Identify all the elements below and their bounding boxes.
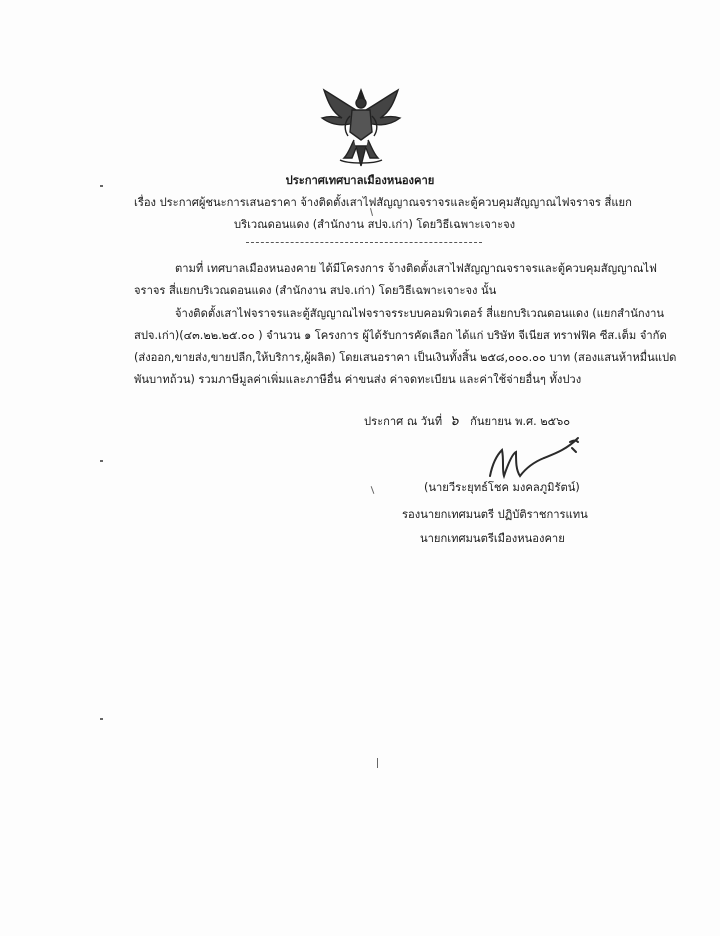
scan-speck (100, 185, 103, 187)
signatory-name: (นายวีระยุทธ์โชค มงคลภูมิรัตน์) (424, 481, 580, 494)
document-title: ประกาศเทศบาลเมืองหนองคาย (285, 174, 435, 187)
paragraph-2-line-4: พันบาทถ้วน) รวมภาษีมูลค่าเพิ่มและภาษีอื่น ค่าขนส่ง ค่าจดทะเบียน และค่าใช้จ่ายอื่นๆ ทั้งปวง (134, 373, 582, 386)
paragraph-1-line-2: จราจร สี่แยกบริเวณดอนแดง (สำนักงาน สปจ.เก่า) โดยวิธีเฉพาะเจาะจง นั้น (134, 284, 497, 297)
dateline-prefix: ประกาศ ณ วันที่ (364, 415, 443, 428)
scan-speck (100, 460, 103, 462)
subject-line-2: บริเวณดอนแดง (สำนักงาน สปจ.เก่า) โดยวิธีเฉพาะเจาะจง (234, 218, 516, 231)
signatory-position-1: รองนายกเทศมนตรี ปฏิบัติราชการแทน (402, 508, 588, 521)
paragraph-2-line-1: จ้างติดตั้งเสาไฟจราจรและตู้สัญญาณไฟจราจรระบบคอมพิวเตอร์ สี่แยกบริเวณดอนแดง (แยกสำนักงาน (175, 307, 665, 320)
garuda-emblem-icon (318, 86, 404, 168)
header-divider (246, 242, 482, 243)
scan-speck (100, 718, 103, 720)
handwritten-signature-icon (482, 432, 582, 480)
paragraph-1-line-1: ตามที่ เทศบาลเมืองหนองคาย ได้มีโครงการ จ้างติดตั้งเสาไฟสัญญาณจราจรและตู้ควบคุมสัญญาณไฟ (175, 262, 657, 275)
signatory-position-2: นายกเทศมนตรีเมืองหนองคาย (420, 532, 565, 545)
subject-line-1: เรื่อง ประกาศผู้ชนะการเสนอราคา จ้างติดตั้งเสาไฟสัญญาณจราจรและตู้ควบคุมสัญญาณไฟจราจร สี่แยก (134, 196, 632, 209)
dateline-day: ๖ (449, 413, 459, 429)
scan-speck (371, 486, 375, 494)
paragraph-2-line-3: (ส่งออก,ขายส่ง,ขายปลีก,ให้บริการ,ผู้ผลิต) โดยเสนอราคา เป็นเงินทั้งสิ้น ๒๕๘,๐๐๐.๐๐ บาท (สองแสนห้าหมื่นแปด (134, 351, 677, 364)
paragraph-2-line-2: สปจ.เก่า)(๔๓.๒๒.๒๕.๐๐ ) จำนวน ๑ โครงการ ผู้ได้รับการคัดเลือก ได้แก่ บริษัท จีเนียส ทราฟฟิค ซีส.เต็ม จำกัด (134, 329, 667, 342)
dateline (364, 414, 570, 429)
dateline-suffix: กันยายน พ.ศ. ๒๕๖๐ (470, 415, 571, 428)
scan-speck (377, 758, 378, 768)
